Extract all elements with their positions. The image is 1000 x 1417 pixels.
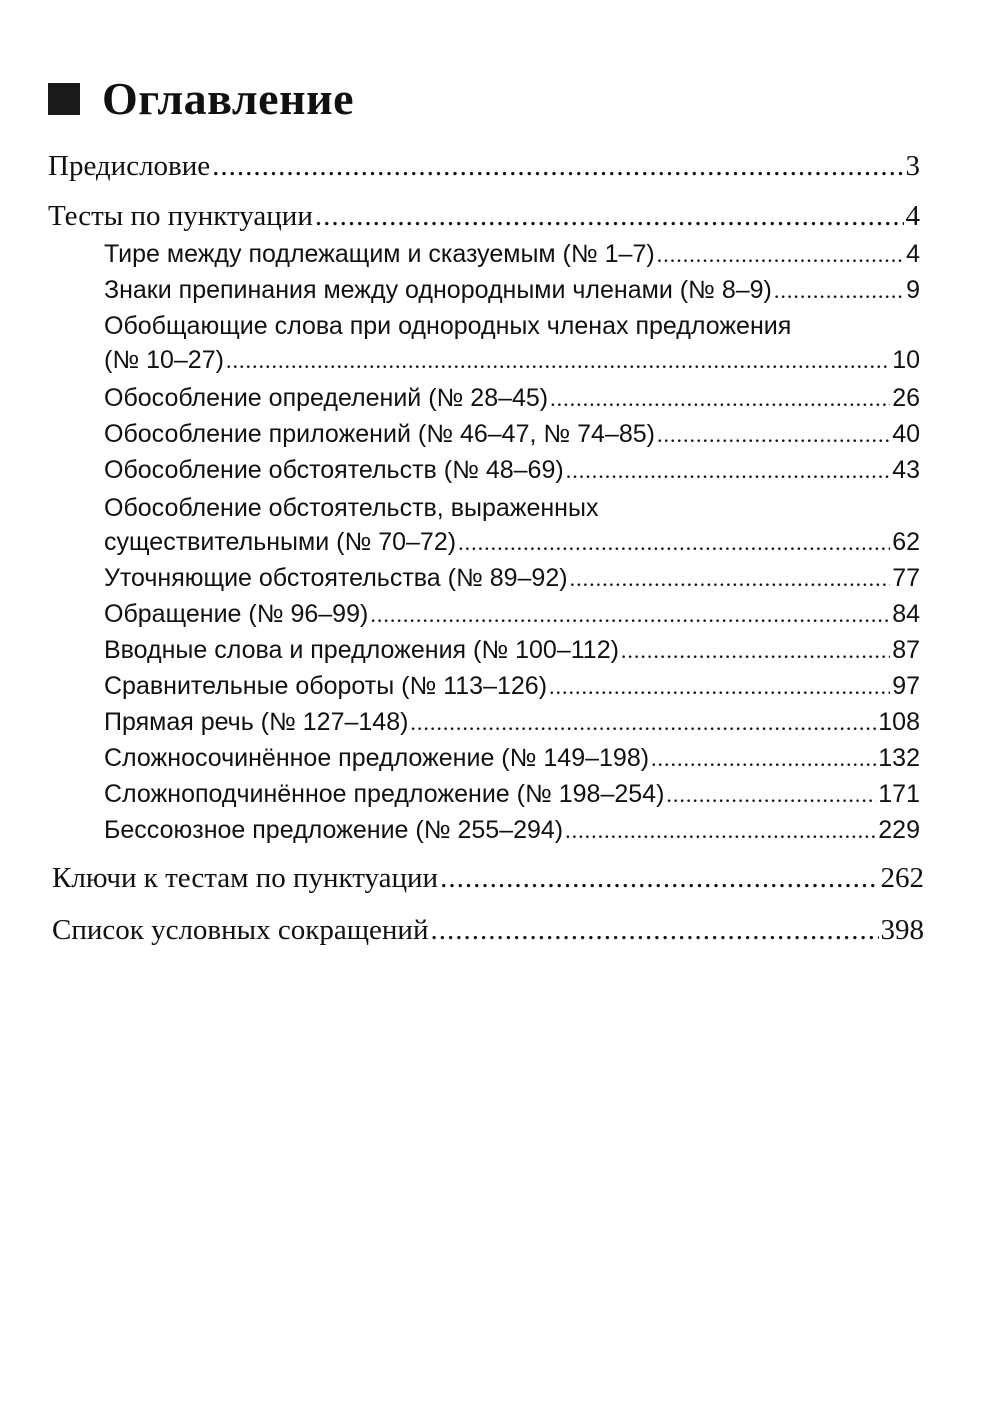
toc-entry-label: Бессоюзное предложение (№ 255–294) <box>104 816 564 844</box>
dot-leader <box>315 200 904 233</box>
toc-entry-label: Сложносочинённое предложение (№ 149–198) <box>104 744 650 772</box>
toc-page-number: 97 <box>892 672 920 700</box>
toc-page-number: 9 <box>906 276 920 304</box>
dot-leader <box>657 242 904 268</box>
dot-leader <box>458 530 890 556</box>
toc-entry-label: Знаки препинания между однородными членами (№ 8–9) <box>104 276 772 304</box>
toc-page-number: 398 <box>880 914 924 946</box>
toc-subentry[interactable] <box>104 780 920 809</box>
toc-page-number: 108 <box>878 708 920 736</box>
toc-entry-label: Ключи к тестам по пунктуации <box>52 862 439 894</box>
dot-leader <box>566 458 891 484</box>
toc-subentry[interactable] <box>104 346 920 375</box>
toc-subentry[interactable] <box>104 276 920 305</box>
toc-entry-label: Сравнительные обороты (№ 113–126) <box>104 672 548 700</box>
toc-page-number: 62 <box>892 528 920 556</box>
dot-leader <box>570 566 891 592</box>
toc-subentry[interactable] <box>104 672 920 701</box>
toc-entry-label: Прямая речь (№ 127–148) <box>104 708 409 736</box>
toc-subentry-line1[interactable]: Обособление обстоятельств, выраженных <box>104 494 599 522</box>
toc-page-number: 10 <box>892 346 920 374</box>
toc-page-number: 77 <box>892 564 920 592</box>
toc-entry-tests[interactable] <box>48 200 920 233</box>
toc-entry-label: Уточняющие обстоятельства (№ 89–92) <box>104 564 568 592</box>
toc-page-number: 171 <box>878 780 920 808</box>
dot-leader <box>565 818 876 844</box>
dot-leader <box>666 782 876 808</box>
toc-entry-preface[interactable] <box>48 150 920 183</box>
toc-subentry[interactable] <box>104 240 920 269</box>
toc-page-number: 3 <box>905 150 920 182</box>
dot-leader <box>549 674 890 700</box>
toc-page-number: 87 <box>892 636 920 664</box>
toc-entry-label: Обособление определений (№ 28–45) <box>104 384 549 412</box>
dot-leader <box>651 746 876 772</box>
toc-page-number: 40 <box>892 420 920 448</box>
toc-page-number: 132 <box>878 744 920 772</box>
dot-leader <box>774 278 904 304</box>
toc-page-number: 26 <box>892 384 920 412</box>
toc-entry-label: Обращение (№ 96–99) <box>104 600 369 628</box>
toc-page-number: 4 <box>906 240 920 268</box>
dot-leader <box>550 386 890 412</box>
dot-leader <box>657 422 890 448</box>
toc-entry-label: Предисловие <box>48 150 211 182</box>
toc-subentry[interactable] <box>104 564 920 593</box>
toc-page-number: 229 <box>878 816 920 844</box>
toc-entry-label: (№ 10–27) <box>104 346 224 374</box>
toc-entry-keys[interactable] <box>52 862 924 895</box>
dot-leader <box>370 602 890 628</box>
toc-page-number: 4 <box>905 200 920 232</box>
toc-entry-label: Вводные слова и предложения (№ 100–112) <box>104 636 619 664</box>
toc-entry-label: существительными (№ 70–72) <box>104 528 457 556</box>
toc-entry-abbreviations[interactable] <box>52 914 924 947</box>
toc-page-number: 43 <box>892 456 920 484</box>
dot-leader <box>621 638 890 664</box>
dot-leader <box>440 862 878 895</box>
toc-subentry[interactable] <box>104 600 920 629</box>
toc-entry-label: Обособление приложений (№ 46–47, № 74–85) <box>104 420 655 448</box>
toc-entry-label: Обособление обстоятельств (№ 48–69) <box>104 456 564 484</box>
toc-subentry-line1[interactable]: Обобщающие слова при однородных членах предложения <box>104 312 792 340</box>
toc-entry-label: Тире между подлежащим и сказуемым (№ 1–7) <box>104 240 655 268</box>
toc-heading <box>48 72 354 125</box>
toc-entry-label: Тесты по пунктуации <box>48 200 313 232</box>
toc-subentry[interactable] <box>104 816 920 845</box>
toc-subentry[interactable] <box>104 384 920 413</box>
toc-subentry[interactable] <box>104 528 920 557</box>
dot-leader <box>410 710 876 736</box>
toc-page-number: 262 <box>880 862 924 894</box>
dot-leader <box>430 914 878 947</box>
toc-entry-label: Сложноподчинённое предложение (№ 198–254) <box>104 780 665 808</box>
toc-subentry[interactable] <box>104 708 920 737</box>
dot-leader <box>226 348 890 374</box>
toc-page-number: 84 <box>892 600 920 628</box>
dot-leader <box>212 150 903 183</box>
toc-subentry[interactable] <box>104 420 920 449</box>
toc-subentry[interactable] <box>104 636 920 665</box>
toc-subentry[interactable] <box>104 456 920 485</box>
toc-entry-label: Список условных сокращений <box>52 914 429 946</box>
toc-subentry[interactable] <box>104 744 920 773</box>
heading-square-icon <box>48 83 80 115</box>
heading-title: Оглавление <box>102 73 355 124</box>
